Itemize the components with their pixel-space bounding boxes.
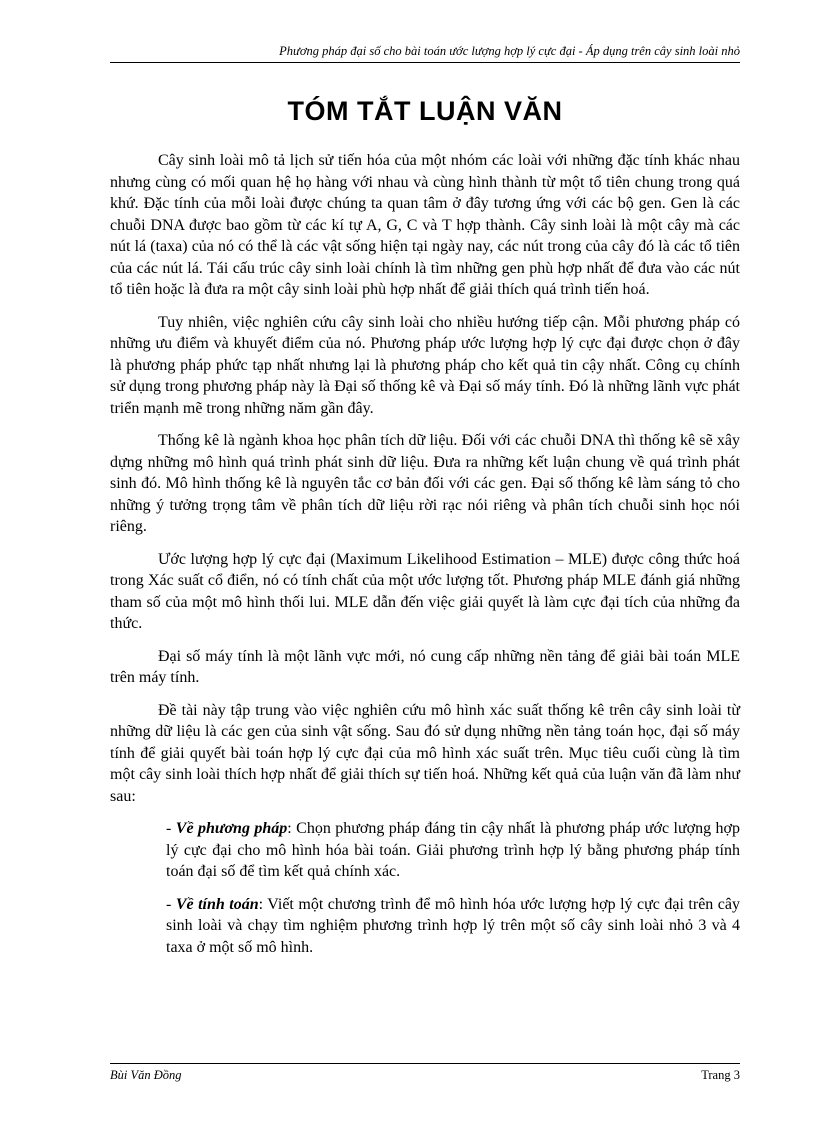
result-text: : Viết một chương trình để mô hình hóa ước lượng hợp lý cực đại trên cây sinh loài và chạy tìm nghiệm phương trình hợp lý trên một số cây sinh loài nhỏ 3 và 4 taxa ở một số mô hình. xyxy=(166,895,740,956)
paragraph-1: Cây sinh loài mô tả lịch sử tiến hóa của một nhóm các loài với những đặc tính khác nhau nhưng cùng có mối quan hệ họ hàng với nhau và cùng hình thành từ một tổ tiên chung trong quá khứ. Đặc tính của mỗi loài được chúng ta quan tâm ở đây tương ứng với các bộ gen. Gen là các chuỗi DNA được bao gồm từ các kí tự A, G, C và T hợp thành. Cây sinh loài là một cây mà các nút lá (taxa) của nó có thể là các vật sống hiện tại ngày nay, các nút trong của cây đó là các tổ tiên của các nút lá. Tái cấu trúc cây sinh loài chính là tìm những gen phù hợp nhất để đưa vào các nút tổ tiên hoặc là đưa ra một cây sinh loài phù hợp nhất để giải thích quá trình tiến hoá. xyxy=(110,152,740,298)
page-number: Trang 3 xyxy=(701,1068,740,1082)
page-title: TÓM TẮT LUẬN VĂN xyxy=(287,96,563,126)
result-dash: - xyxy=(166,820,176,837)
paragraph-4: Ước lượng hợp lý cực đại (Maximum Likelihood Estimation – MLE) được công thức hoá trong Xác suất cổ điển, nó có tính chất của một ước lượng tốt. Phương pháp MLE đánh giá những tham số của một mô hình thối lui. MLE dẫn đến việc giải quyết là làm cực đại tích của những đa thức. xyxy=(110,550,740,632)
paragraph-2: Tuy nhiên, việc nghiên cứu cây sinh loài cho nhiều hướng tiếp cận. Mỗi phương pháp có những ưu điểm và khuyết điểm của nó. Phương pháp ước lượng hợp lý cực đại được chọn ở đây là phương pháp phức tạp nhất nhưng lại là phương pháp cho kết quả tin cậy nhất. Công cụ chính sử dụng trong phương pháp này là Đại số thống kê và Đại số máy tính. Đó là những lãnh vực phát triển mạnh mẽ trong những năm gần đây. xyxy=(110,313,740,417)
footer-author: Bùi Văn Đồng xyxy=(110,1068,182,1082)
summary-body xyxy=(110,150,740,969)
result-text: : Chọn phương pháp đáng tin cậy nhất là phương pháp ước lượng hợp lý cực đại cho mô hình hóa bài toán. Giải phương trình hợp lý bằng phương pháp tính toán đại số để tìm kết quả chính xác. xyxy=(166,820,740,880)
paragraph-5: Đại số máy tính là một lãnh vực mới, nó cung cấp những nền tảng để giải bài toán MLE trên máy tính. xyxy=(110,647,740,686)
running-header: Phương pháp đại số cho bài toán ước lượng hợp lý cực đại - Áp dụng trên cây sinh loài nhỏ xyxy=(110,44,740,63)
page-footer xyxy=(110,1063,740,1083)
result-item-method xyxy=(110,818,740,883)
result-dash: - xyxy=(166,895,176,913)
paragraph-3: Thống kê là ngành khoa học phân tích dữ liệu. Đối với các chuỗi DNA thì thống kê sẽ xây dựng những mô hình quá trình phát sinh dữ liệu. Đưa ra những kết luận chung về quá trình phát sinh đó. Mô hình thống kê là nguyên tắc cơ bản đối với các gen. Đại số thống kê làm sáng tỏ cho những ý tưởng trọng tâm về phân tích dữ liệu rời rạc nói riêng và phân tích chuỗi sinh học nói riêng. xyxy=(110,432,740,535)
result-label: Về phương pháp xyxy=(175,820,288,837)
paragraph-6: Đề tài này tập trung vào việc nghiên cứu mô hình xác suất thống kê trên cây sinh loài từ những dữ liệu là các gen của sinh vật sống. Sau đó sử dụng những nền tảng toán học, đại số máy tính để giải quyết bài toán hợp lý cực đại của mô hình xác suất trên. Mục tiêu cuối cùng là tìm một cây sinh loài thích hợp nhất để giải thích sự tiến hoá. Những kết quả của luận văn đã làm như sau: xyxy=(110,701,740,805)
result-item-computation xyxy=(110,894,740,959)
result-label: Về tính toán xyxy=(175,895,259,913)
